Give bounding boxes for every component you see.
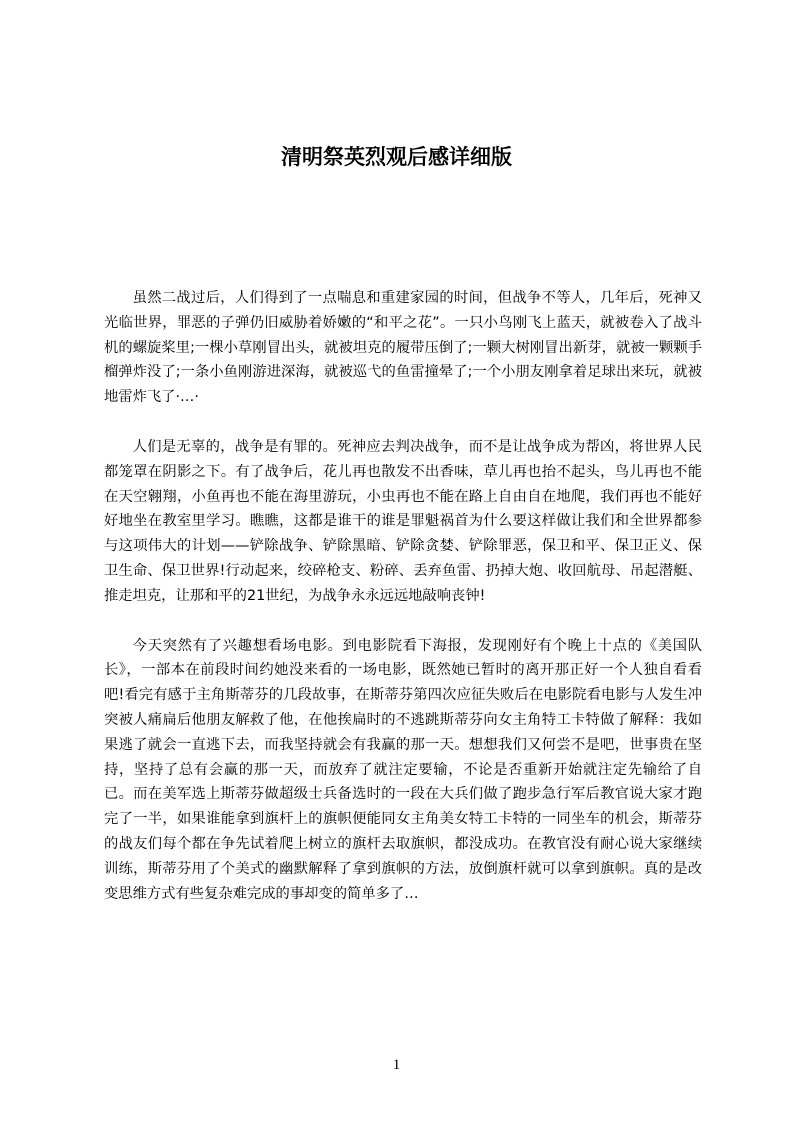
document-title: 清明祭英烈观后感详细版 bbox=[281, 145, 512, 169]
page-number: 1 bbox=[392, 1057, 401, 1073]
document-body bbox=[104, 286, 702, 931]
paragraph-1: 虽然二战过后，人们得到了一点喘息和重建家园的时间，但战争不等人，几年后，死神又光临世界，罪恶的子弹仍旧威胁着娇嫩的“和平之花”。一只小鸟刚飞上蓝天，就被卷入了战斗机的螺旋桨里;一棵小草刚冒出头，就被坦克的履带压倒了;一颗大树刚冒出新芽，就被一颗颗手榴弹炸没了;一条小鱼刚游进深海，就被巡弋的鱼雷撞晕了;一个小朋友刚拿着足球出来玩，就被地雷炸飞了·…· bbox=[104, 290, 702, 406]
paragraph-2: 人们是无辜的，战争是有罪的。死神应去判决战争，而不是让战争成为帮凶，将世界人民都笼罩在阴影之下。有了战争后，花儿再也散发不出香味，草儿再也抬不起头，鸟儿再也不能在天空翱翔，小鱼再也不能在海里游玩，小虫再也不能在路上自由自在地爬，我们再也不能好好地坐在教室里学习。瞧瞧，这都是谁干的谁是罪魁祸首为什么要这样做让我们和全世界都参与这项伟大的计划——铲除战争、铲除黑暗、铲除贪婪、铲除罪恶，保卫和平、保卫正义、保卫生命、保卫世界!行动起来，绞碎枪支、粉碎、丢弃鱼雷、扔掉大炮、收回航母、吊起潜艇、推走坦克，让那和平的21世纪，为战争永永远远地敲响丧钟! bbox=[104, 438, 702, 604]
paragraph-3: 今天突然有了兴趣想看场电影。到电影院看下海报，发现刚好有个晚上十点的《美国队长》，一部本在前段时间约她没来看的一场电影，既然她已暂时的离开那正好一个人独自看看吧!看完有感于主角斯蒂芬的几段故事，在斯蒂芬第四次应征失败后在电影院看电影与人发生冲突被人痛扁后他朋友解救了他，在他挨扁时的不逃跳斯蒂芬向女主角特工卡特做了解释：我如果逃了就会一直逃下去，而我坚持就会有我赢的那一天。想想我们又何尝不是吧，世事贵在坚持，坚持了总有会赢的那一天，而放弃了就注定要输，不论是否重新开始就注定先输给了自已。而在美军选上斯蒂芬做超级士兵备选时的一段在大兵们做了跑步急行军后教官说大家才跑完了一半，如果谁能拿到旗杆上的旗帜便能同女主角美女特工卡特的一同坐车的机会，斯蒂芬的战友们每个都在争先试着爬上树立的旗杆去取旗帜，都没成功。在教官没有耐心说大家继续训练，斯蒂芬用了个美式的幽默解释了拿到旗帜的方法，放倒旗杆就可以拿到旗帜。真的是改变思维方式有些复杂难完成的事却变的简单多了… bbox=[104, 637, 702, 902]
